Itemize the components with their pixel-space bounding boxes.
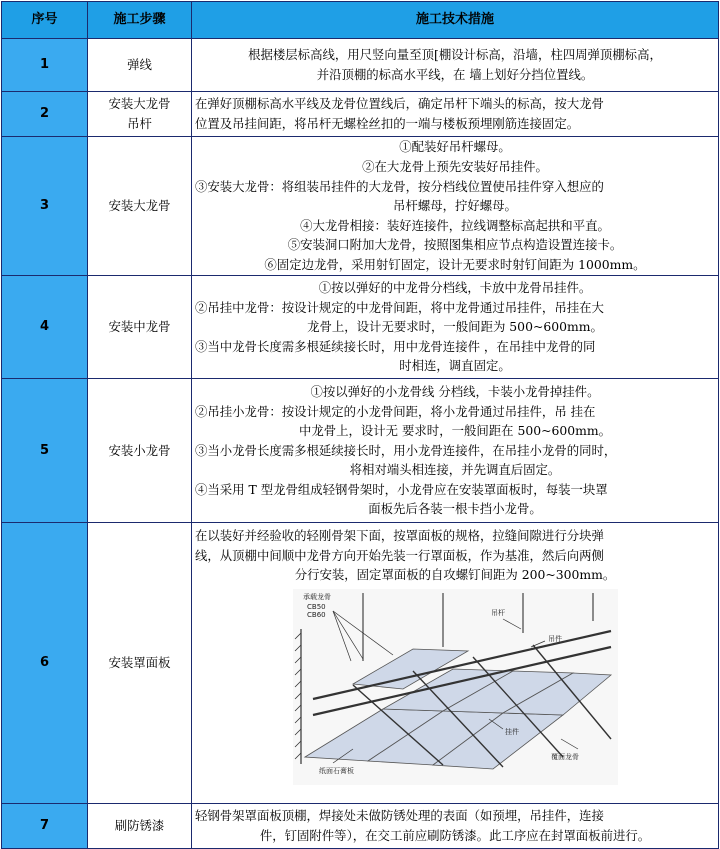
table-row <box>2 804 719 849</box>
row-measure <box>192 276 719 379</box>
measure-line: 并沿顶棚的标高水平线，在 墙上划好分挡位置线。 <box>316 67 594 82</box>
measure-line: ②吊挂中龙骨：按设计规定的中龙骨间距，将中龙骨通过吊挂件，吊挂在大 <box>195 299 604 315</box>
measure-line: ⑤安装洞口附加大龙骨，按照图集相应节点构造设置连接卡。 <box>287 237 623 253</box>
table-row <box>2 92 719 137</box>
row-number: 5 <box>2 379 88 523</box>
row-number: 1 <box>2 39 88 92</box>
table-row <box>2 379 719 523</box>
row-step: 刷防锈漆 <box>88 804 192 849</box>
header-step: 施工步骤 <box>88 2 192 39</box>
header-no: 序号 <box>2 2 88 39</box>
row-number: 3 <box>2 137 88 276</box>
label-edge-keel: 覆面龙骨 <box>550 752 579 761</box>
row-number: 2 <box>2 92 88 137</box>
measure-line: 位置及吊挂间距，将吊杆无螺栓丝扣的一端与楼板预埋刚筋连接固定。 <box>195 116 580 131</box>
measure-line: ①按以弹好的中龙骨分档线，卡放中龙骨吊挂件。 <box>318 280 592 296</box>
label-gypsum-board: 纸面石膏板 <box>318 766 354 775</box>
row-number: 4 <box>2 276 88 379</box>
row-measure <box>192 92 719 137</box>
measure-line: 在弹好顶棚标高水平线及龙骨位置线后，确定吊杆下端头的标高，按大龙骨 <box>195 96 604 112</box>
table-row <box>2 276 719 379</box>
measure-line: 面板先后各装一根卡挡小龙骨。 <box>368 501 542 517</box>
step-line: 安装大龙骨 <box>108 96 171 112</box>
measure-line: 件，钉固附件等），在交工前应刷防锈漆。此工序应在封罩面板前进行。 <box>259 828 651 843</box>
measure-line: 线，从顶棚中间顺中龙骨方向开始先装一行罩面板，作为基准，然后向两侧 <box>195 547 604 563</box>
measure-line: 中龙骨上，设计无 要求时，一般间距在 500~600mm。 <box>298 423 612 439</box>
row-step <box>88 92 192 137</box>
measure-line: ⑥固定边龙骨，采用射钉固定，设计无要求时射钉间距为 1000mm。 <box>264 256 646 272</box>
measure-line: ③安装大龙骨：将组装吊挂件的大龙骨，按分档线位置使吊挂件穿入想应的 <box>195 178 604 194</box>
row-measure <box>192 804 719 849</box>
measure-line: 根据楼层标高线，用尺竖向量至顶[棚设计标高，沿墙，柱四周弹顶棚标高， <box>248 47 662 63</box>
measure-line: 吊杆螺母，拧好螺母。 <box>393 198 517 214</box>
step-line: 吊杆 <box>127 116 152 131</box>
label-hook: 吊件 <box>547 634 562 643</box>
header-measure: 施工技术措施 <box>192 2 719 39</box>
row-step: 弹线 <box>88 39 192 92</box>
row-measure <box>192 379 719 523</box>
row-step: 安装中龙骨 <box>88 276 192 379</box>
table-row <box>2 39 719 92</box>
label-hanger: 吊杆 <box>490 608 505 617</box>
measure-line: ③当中龙骨长度需多根延续接长时，用中龙骨连接件 ，在吊挂中龙骨的同 <box>195 338 596 354</box>
measure-line: ③当小龙骨长度需多根延续接长时，用小龙骨连接件，在吊挂小龙骨的同时， <box>195 442 617 458</box>
header-row <box>2 2 719 39</box>
measure-line: ④当采用 T 型龙骨组成轻钢骨架时，小龙骨应在安装罩面板时，每装一块罩 <box>195 481 608 497</box>
label-cb60: CB60 <box>306 610 326 619</box>
row-number: 6 <box>2 523 88 804</box>
measure-line: 在以装好并经验收的轻刚骨架下面，按罩面板的规格，拉缝间隙进行分块弹 <box>195 528 604 543</box>
label-main-keel: 承载龙骨 <box>302 592 331 601</box>
table-row <box>2 523 719 804</box>
measure-line: 时相连，调直固定。 <box>399 358 511 374</box>
measure-line: ②吊挂小龙骨：按设计规定的小龙骨间距，将小龙骨通过吊挂件，吊 挂在 <box>195 403 596 419</box>
measure-line: 将相对端头相连接，并先调直后固定。 <box>349 462 561 478</box>
row-step: 安装小龙骨 <box>88 379 192 523</box>
row-step: 安装罩面板 <box>88 523 192 804</box>
row-measure <box>192 137 719 276</box>
row-measure <box>192 523 719 804</box>
measure-line: ①配装好吊杆螺母。 <box>399 139 511 155</box>
label-cb50: CB50 <box>306 602 326 611</box>
row-number: 7 <box>2 804 88 849</box>
measure-line: 分行安装，固定罩面板的自攻螺钉间距为 200~300mm。 <box>294 567 616 583</box>
measure-line: ②在大龙骨上预先安装好吊挂件。 <box>362 159 548 175</box>
measure-line: ④大龙骨相接：装好连接件，拉线调整标高起拱和平直。 <box>300 217 610 233</box>
table-row <box>2 137 719 276</box>
construction-steps-table <box>1 1 719 849</box>
label-clip: 挂件 <box>504 727 519 736</box>
measure-line: 龙骨上，设计无要求时，一般间距为 500~600mm。 <box>307 319 603 335</box>
ceiling-keel-diagram <box>293 589 618 785</box>
row-measure <box>192 39 719 92</box>
measure-line: ①按以弹好的小龙骨线 分档线，卡装小龙骨掉挂件。 <box>310 383 600 399</box>
measure-line: 轻钢骨架罩面板顶棚，焊接处未做防锈处理的表面（如预埋，吊挂件，连接 <box>195 808 604 824</box>
row-step: 安装大龙骨 <box>88 137 192 276</box>
